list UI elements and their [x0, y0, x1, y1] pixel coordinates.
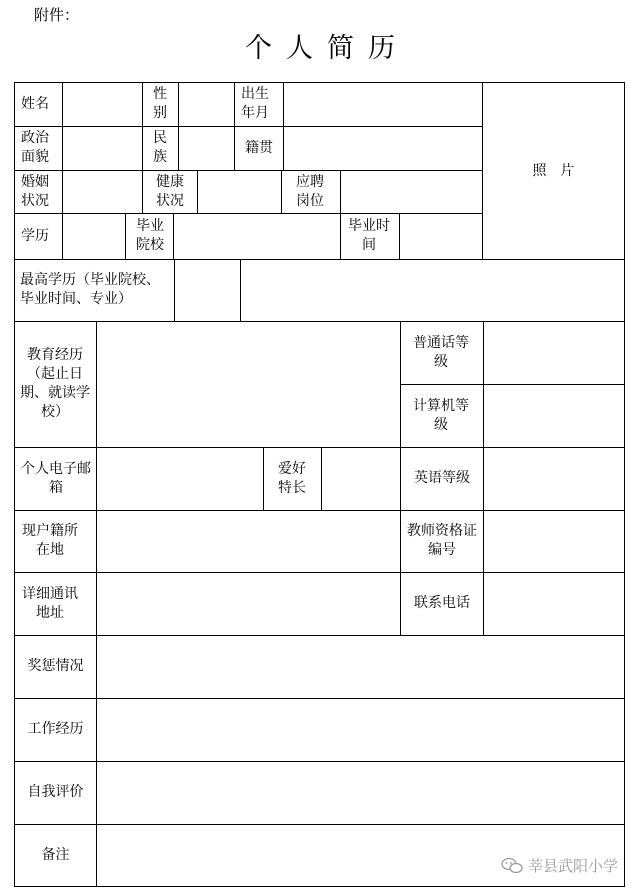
native-place-label: 籍贯 [245, 139, 273, 156]
hukou-label: 现户籍所在地 [22, 523, 78, 558]
watermark [501, 855, 618, 876]
form-title: 个人简历 [245, 33, 409, 64]
birth-label: 出生年月 [241, 86, 269, 121]
email-label: 个人电子邮箱 [21, 460, 91, 496]
remarks-label: 备注 [41, 846, 70, 863]
ethnicity-label: 民族 [153, 130, 167, 165]
phone-label: 联系电话 [414, 595, 470, 611]
english-label: 英语等级 [414, 470, 470, 486]
chat-bubbles-icon [501, 857, 523, 875]
photo-box: 照 片 [532, 162, 575, 179]
education-label: 学历 [21, 227, 49, 244]
name-label: 姓名 [21, 95, 49, 112]
health-label: 健康状况 [156, 173, 184, 209]
edu-history-label: 教育经历（起止日期、就读学校） [20, 347, 90, 420]
marital-label: 婚姻状况 [21, 173, 49, 209]
address-label: 详细通讯地址 [22, 585, 78, 621]
highest-edu-label: 最高学历（毕业院校、毕业时间、专业） [20, 272, 160, 307]
attachment-label: 附件： [34, 6, 80, 24]
computer-label: 计算机等级 [413, 397, 469, 433]
work-label: 工作经历 [27, 721, 84, 737]
grad-school-label: 毕业院校 [136, 218, 164, 253]
gender-label: 性别 [153, 86, 167, 121]
watermark-text: 莘县武阳小学 [527, 857, 618, 875]
teacher-cert-label: 教师资格证编号 [407, 523, 477, 558]
grad-time-label: 毕业时间 [348, 218, 390, 253]
position-label: 应聘岗位 [296, 173, 324, 209]
political-label: 政治面貌 [21, 130, 49, 165]
self-eval-label: 自我评价 [27, 784, 84, 800]
mandarin-label: 普通话等级 [413, 334, 469, 370]
hobby-label: 爱好特长 [278, 460, 306, 496]
awards-label: 奖惩情况 [27, 658, 84, 674]
